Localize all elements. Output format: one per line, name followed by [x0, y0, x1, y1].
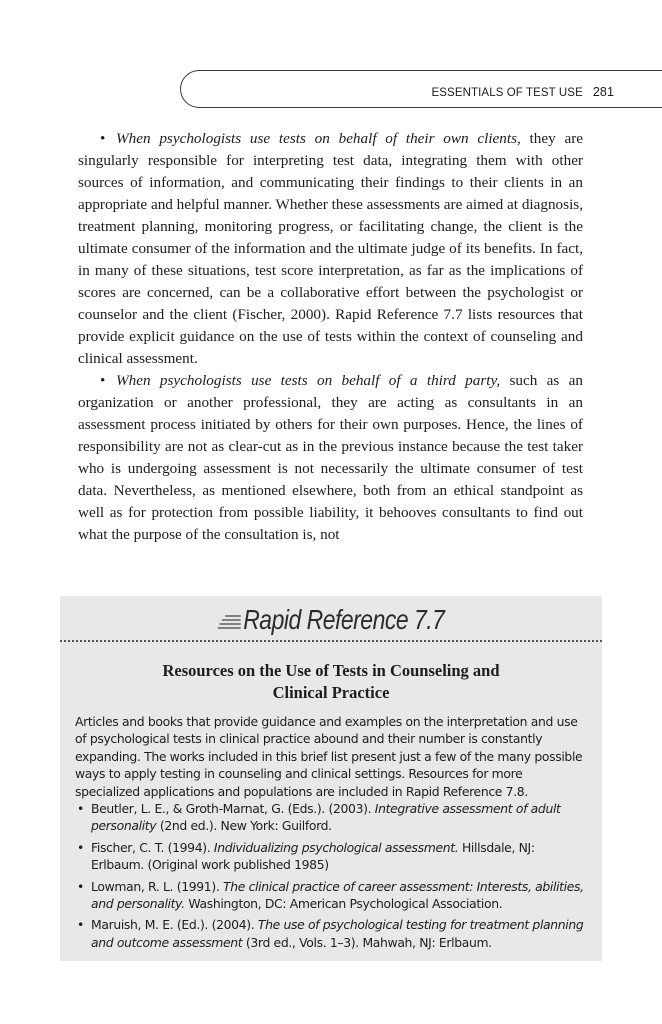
body-text: [78, 128, 583, 546]
dotted-divider: [60, 640, 602, 642]
heading-line-2: Clinical Practice: [272, 683, 390, 702]
reference-item: • Lowman, R. L. (1991). The clinical practice of career assessment: Interests, abilities, and personality. Washington, DC: American Psychological Association.: [77, 878, 584, 912]
rapid-reference-title: [217, 604, 444, 636]
header-text: [432, 85, 614, 99]
paragraph-text: they are singularly responsible for interpreting test data, integrating them with other sources of information, and communicating their findings to their clients in an appropriate and helpful manner. Whether these assessments are aimed at diagnosis, treatment planning, monitoring progress, or facilitating change, the client is the ultimate consumer of the information and the ultimate judge of its benefits. In fact, in many of these situations, test score interpretation, as far as the implications of scores are concerned, can be a collaborative effort between the psychologist or counselor and the client (Fischer, 2000). Rapid Reference 7.7 lists resources that provide explicit guidance on the use of tests within the context of counseling and clinical assessment.: [78, 130, 583, 367]
page-number: 281: [592, 85, 614, 99]
paragraph-third-party: [78, 370, 583, 546]
bullet: •: [100, 130, 106, 147]
rapid-reference-box: [60, 596, 602, 961]
reference-item: • Beutler, L. E., & Groth-Marnat, G. (Eds.). (2003). Integrative assessment of adult personality (2nd ed.). New York: Guilford.: [77, 801, 561, 834]
reference-list: [75, 800, 587, 955]
rapid-reference-title-row: [60, 604, 602, 636]
rapid-reference-heading: [100, 660, 562, 704]
reference-item: • Maruish, M. E. (Ed.). (2004). The use of psychological testing for treatment planning and outcome assessment (3rd ed., Vols. 1–3). Mahwah, NJ: Erlbaum.: [77, 917, 584, 950]
reference-item: • Fischer, C. T. (1994). Individualizing psychological assessment. Hillsdale, NJ: Erlbaum. (Original work published 1985): [77, 839, 535, 873]
paragraph-lead: When psychologists use tests on behalf of a third party,: [116, 372, 501, 389]
heading-line-1: Resources on the Use of Tests in Counseling and: [162, 661, 500, 680]
document-lines-icon: [217, 613, 242, 631]
paragraph-own-clients: [78, 128, 583, 370]
rapid-reference-intro: Articles and books that provide guidance and examples on the interpretation and use of psychological tests in clinical practice abound and their number is constantly expanding. The works included in this brief list present just a few of the many possible ways to apply testing in counseling and clinical settings. Resources for more specialized applications and populations are included in Rapid Reference 7.8.: [75, 714, 583, 799]
running-title: ESSENTIALS OF TEST USE: [431, 87, 583, 99]
bullet: •: [100, 372, 106, 389]
running-header: [180, 70, 662, 108]
paragraph-lead: When psychologists use tests on behalf of their own clients,: [116, 130, 521, 147]
rapid-reference-title-text: Rapid Reference 7.7: [243, 604, 445, 635]
paragraph-text: such as an organization or another professional, they are acting as consultants in an assessment process initiated by others for their own purposes. Hence, the lines of responsibility are not as clear-cut as in the previous instance because the test taker who is undergoing assessment is not necessarily the ultimate consumer of test data. Nevertheless, as mentioned elsewhere, both from an ethical standpoint as well as for protection from possible liability, it behooves consultants to find out what the purpose of the consultation is, not: [78, 372, 584, 543]
